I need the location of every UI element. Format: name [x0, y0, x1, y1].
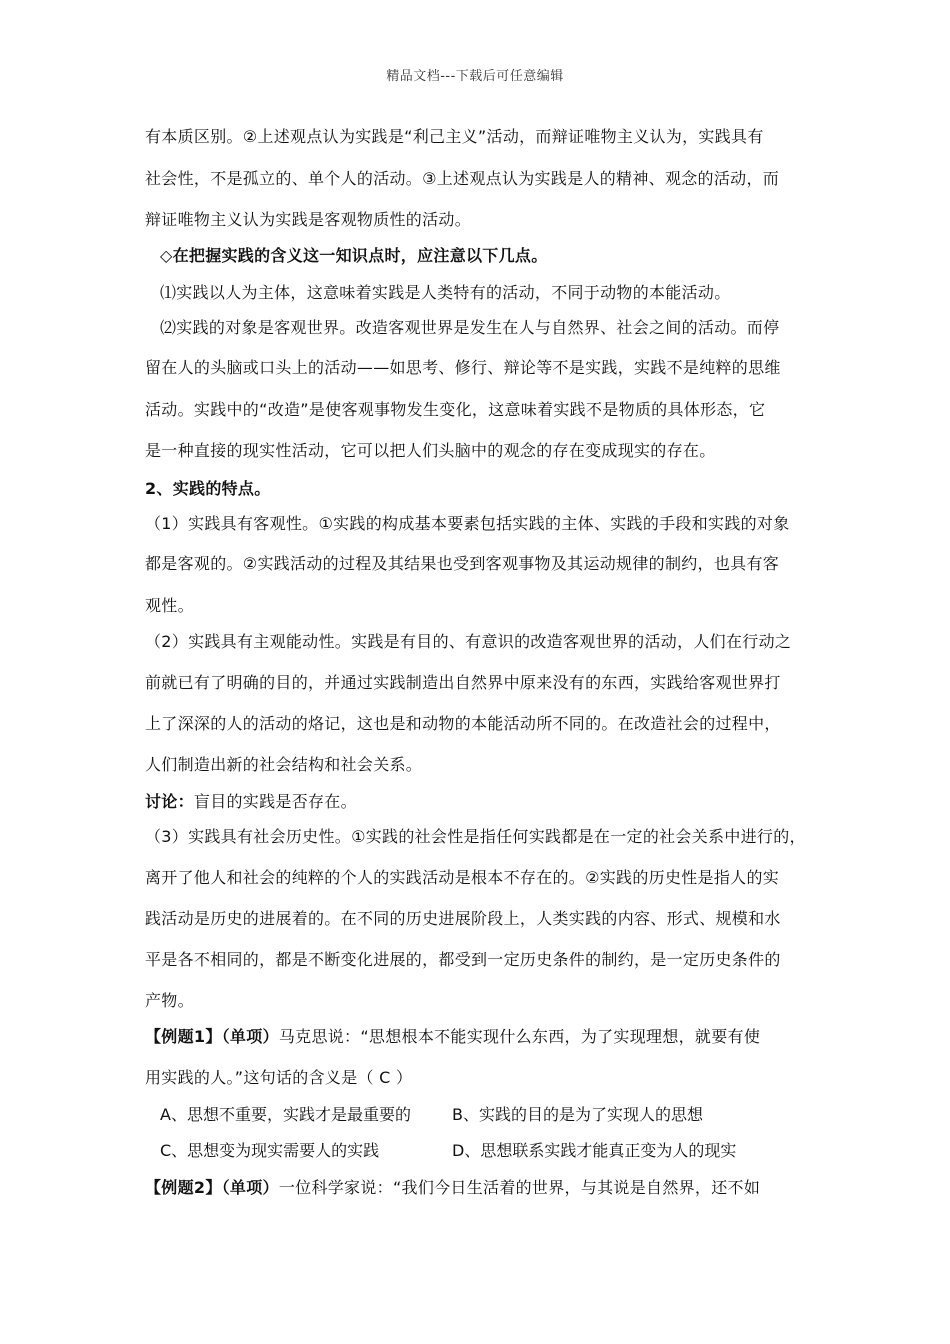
text-line: 平是各不相同的，都是不断变化进展的，都受到一定历史条件的制约，是一定历史条件的: [145, 950, 781, 969]
discussion-line: [145, 791, 357, 813]
text-line: 人们制造出新的社会结构和社会关系。: [145, 755, 423, 774]
example-2-label: 【例题2】（单项）: [145, 1178, 279, 1197]
section-heading: 2、实践的特点。: [145, 479, 271, 498]
text-line: （2）实践具有主观能动性。实践是有目的、有意识的改造客观世界的活动，人们在行动之: [145, 632, 792, 651]
text-line: 前就已有了明确的目的，并通过实践制造出自然界中原来没有的东西，实践给客观世界打: [145, 673, 781, 692]
text-line: 有本质区别。②上述观点认为实践是“利己主义”活动，而辩证唯物主义认为，实践具有: [145, 127, 764, 146]
text-line: 是一种直接的现实性活动，它可以把人们头脑中的观念的存在变成现实的存在。: [145, 441, 716, 460]
text-line: 都是客观的。②实践活动的过程及其结果也受到客观事物及其运动规律的制约，也具有客: [145, 554, 780, 573]
text-line: 离开了他人和社会的纯粹的个人的实践活动是根本不存在的。②实践的历史性是指人的实: [145, 868, 780, 887]
discussion-text: 盲目的实践是否存在。: [193, 792, 357, 811]
example-1-label: 【例题1】（单项）: [145, 1027, 279, 1046]
text-line: 观性。: [145, 596, 194, 615]
text-line: 践活动是历史的进展着的。在不同的历史进展阶段上，人类实践的内容、形式、规模和水: [145, 909, 781, 928]
discussion-label: 讨论：: [145, 792, 194, 811]
text-line: （1）实践具有客观性。①实践的构成基本要素包括实践的主体、实践的手段和实践的对象: [145, 514, 790, 533]
example-1-line: [145, 1026, 760, 1048]
text-line: 辩证唯物主义认为实践是客观物质性的活动。: [145, 210, 472, 229]
option-a: A、思想不重要，实践才是最重要的: [160, 1105, 411, 1124]
text-line: 产物。: [145, 991, 194, 1010]
text-line: 社会性，不是孤立的、单个人的活动。③上述观点认为实践是人的精神、观念的活动，而: [145, 169, 780, 188]
text-line: 留在人的头脑或口头上的活动——如思考、修行、辩论等不是实践，实践不是纯粹的思维: [145, 358, 781, 377]
option-c: C、思想变为现实需要人的实践: [160, 1141, 380, 1160]
text-line: ⑵实践的对象是客观世界。改造客观世界是发生在人与自然界、社会之间的活动。而停: [160, 318, 780, 337]
text-line: 用实践的人。”这句话的含义是（ C ）: [145, 1068, 413, 1087]
text-line: （3）实践具有社会历史性。①实践的社会性是指任何实践都是在一定的社会关系中进行的，: [145, 827, 806, 846]
example-2-line: [145, 1177, 760, 1199]
key-point-heading: ◇在把握实践的含义这一知识点时，应注意以下几点。: [160, 246, 548, 265]
text-line: 活动。实践中的“改造”是使客观事物发生变化，这意味着实践不是物质的具体形态，它: [145, 400, 766, 419]
text-line: 上了深深的人的活动的烙记，这也是和动物的本能活动所不同的。在改造社会的过程中，: [145, 714, 781, 733]
text-line: ⑴实践以人为主体，这意味着实践是人类特有的活动，不同于动物的本能活动。: [160, 283, 731, 302]
example-2-text: 一位科学家说：“我们今日生活着的世界，与其说是自然界，还不如: [278, 1178, 761, 1197]
page-header: 精品文档---下载后可任意编辑: [386, 69, 564, 84]
option-b: B、实践的目的是为了实现人的思想: [452, 1105, 703, 1124]
example-1-text: 马克思说：“思想根本不能实现什么东西，为了实现理想，就要有使: [278, 1027, 761, 1046]
option-d: D、思想联系实践才能真正变为人的现实: [452, 1141, 737, 1160]
